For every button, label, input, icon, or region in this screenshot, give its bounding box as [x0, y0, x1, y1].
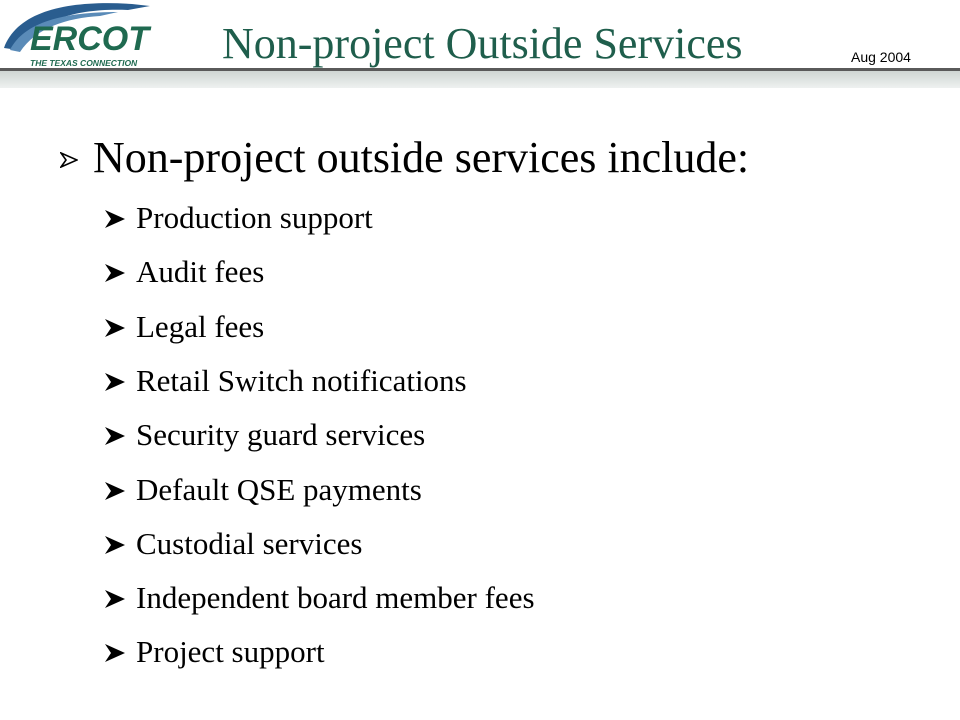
- arrowhead-bullet-icon: [60, 152, 78, 168]
- header-band: [0, 68, 960, 88]
- arrowhead-bullet-icon: [104, 426, 126, 446]
- sub-bullet-text: Audit fees: [136, 254, 265, 290]
- header-band-fill: [0, 71, 960, 88]
- sub-bullet-text: Retail Switch notifications: [136, 362, 467, 398]
- logo-wordmark: ERCOT: [30, 20, 149, 58]
- arrowhead-bullet-icon: [104, 209, 126, 229]
- ercot-logo: [0, 0, 160, 76]
- sub-bullet-text: Security guard services: [136, 417, 426, 453]
- sub-bullet-text: Project support: [136, 634, 325, 670]
- arrowhead-bullet-icon: [104, 643, 126, 663]
- arrowhead-bullet-icon: [104, 263, 126, 283]
- sub-bullet-text: Custodial services: [136, 525, 363, 561]
- sub-bullet-text: Production support: [136, 200, 373, 235]
- arrowhead-bullet-icon: [104, 481, 126, 501]
- slide-date: Aug 2004: [851, 49, 911, 65]
- sub-bullet-text: Legal fees: [136, 308, 265, 344]
- sub-bullet-text: Independent board member fees: [136, 580, 535, 616]
- arrowhead-bullet-icon: [104, 318, 126, 338]
- arrowhead-bullet-icon: [104, 589, 126, 609]
- sub-bullet-text: Default QSE payments: [136, 471, 422, 507]
- arrowhead-bullet-icon: [104, 535, 126, 555]
- logo-tagline: THE TEXAS CONNECTION: [30, 58, 138, 68]
- main-bullet-text: Non-project outside services include:: [93, 133, 750, 182]
- slide-title: Non-project Outside Services: [222, 19, 743, 68]
- arrowhead-bullet-icon: [104, 372, 126, 392]
